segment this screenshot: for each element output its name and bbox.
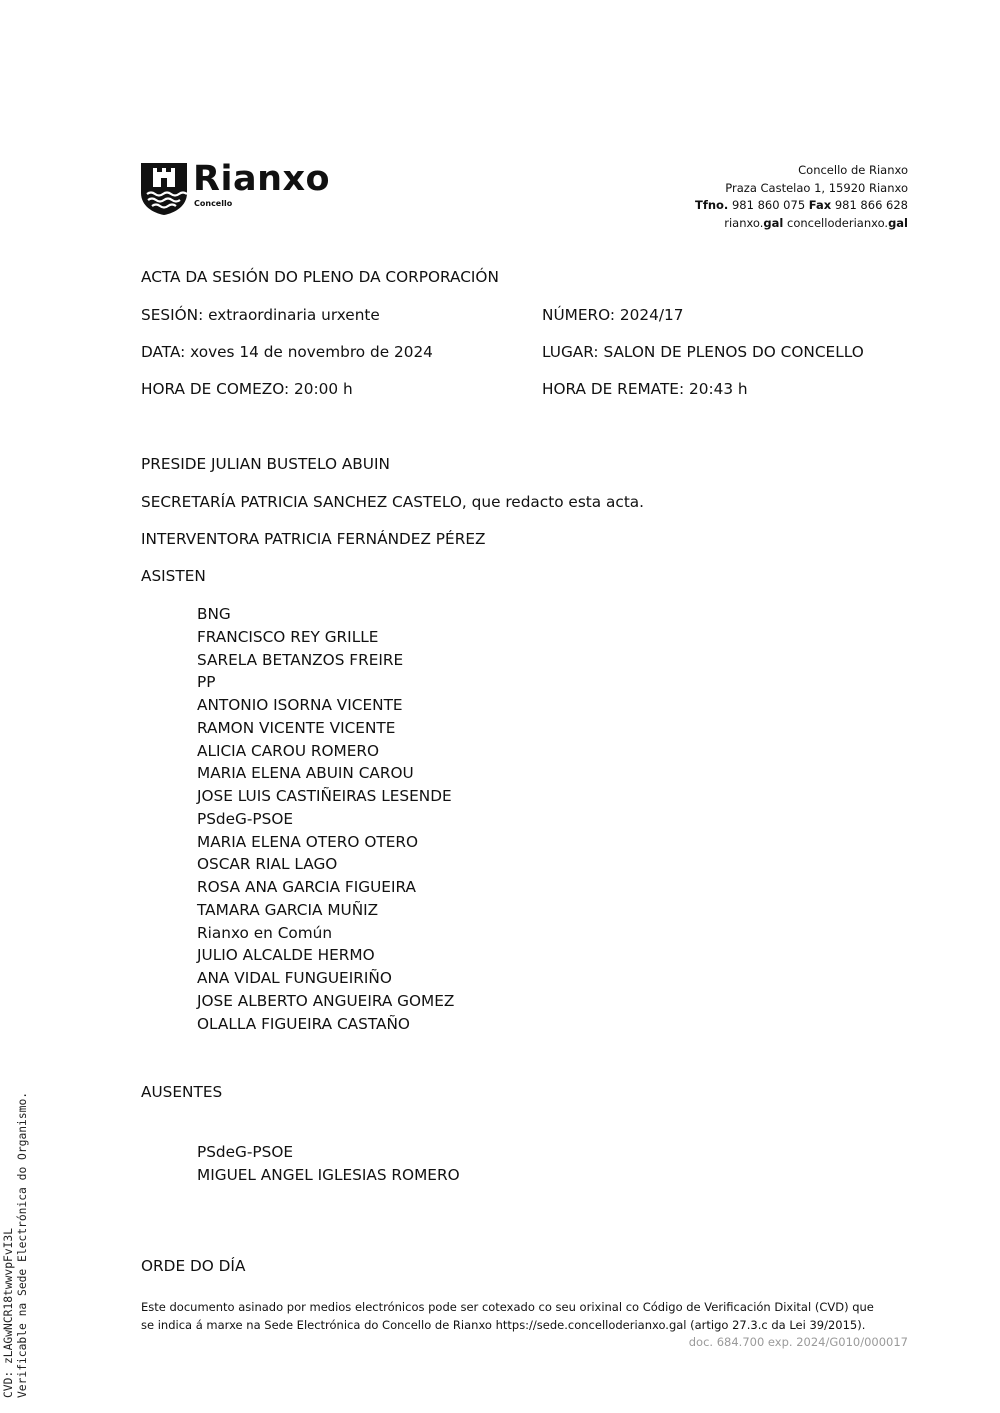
concello-logo [141,159,351,215]
list-item: TAMARA GARCIA MUÑIZ [197,900,379,919]
address-line-1: Concello de Rianxo [798,163,908,177]
list-item: MARIA ELENA ABUIN CAROU [197,764,414,783]
list-item: Rianxo en Común [197,923,333,942]
preside: PRESIDE JULIAN BUSTELO ABUIN [141,455,390,473]
address-line-2: Praza Castelao 1, 15920 Rianxo [725,180,908,195]
list-item: OSCAR RIAL LAGO [197,855,338,874]
list-item: MIGUEL ANGEL IGLESIAS ROMERO [197,1165,460,1184]
cvd-code: CVD: zLAGwNCR18twwvpFvI3L [2,1227,15,1398]
phone-number: 981 860 075 [731,198,806,212]
web-1-prefix[interactable]: rianxo. [724,215,764,230]
auditor: INTERVENTORA PATRICIA FERNÁNDEZ PÉREZ [141,530,486,548]
side-cvd-stamp [2,1092,30,1398]
list-item: JOSE ALBERTO ANGUEIRA GOMEZ [197,991,455,1010]
attendees-list [197,603,454,1035]
agenda-heading: ORDE DO DÍA [141,1257,246,1275]
list-item: ROSA ANA GARCIA FIGUEIRA [197,878,416,896]
list-item: SARELA BETANZOS FREIRE [197,650,404,669]
fax-label: Fax [808,198,832,212]
act-title: ACTA DA SESIÓN DO PLENO DA CORPORACIÓN [141,268,499,286]
phone-label: Tfno. [695,198,729,212]
verification-note-line-2: se indica á marxe na Sede Electrónica do Concello de Rianxo https://sede.concelloderianxo.gal (artigo 27.3.c da Lei 39/2015). [141,1318,866,1332]
attendees-heading: ASISTEN [141,567,206,585]
list-item: RAMON VICENTE VICENTE [197,718,396,737]
web-2-prefix[interactable]: concelloderianxo. [787,215,889,230]
list-item: MARIA ELENA OTERO OTERO [197,832,419,851]
list-item: FRANCISCO REY GRILLE [197,627,379,646]
end-time: HORA DE REMATE: 20:43 h [542,380,748,398]
web-1-suffix[interactable]: gal [763,215,784,230]
logo-subtitle: Concello [194,199,233,208]
list-item: JOSE LUIS CASTIÑEIRAS LESENDE [197,787,452,805]
list-item: ANTONIO ISORNA VICENTE [197,696,403,714]
list-item: BNG [197,605,231,623]
document-reference: doc. 684.700 exp. 2024/G010/000017 [688,1335,908,1349]
rianxo-shield-icon [141,163,187,215]
verification-note [141,1298,911,1334]
verification-note-line-1: Este documento asinado por medios electrónicos pode ser cotexado co seu orixinal co Código de Verificación Dixital (CVD) que [141,1300,874,1314]
list-item: ALICIA CAROU ROMERO [197,741,380,760]
start-time: HORA DE COMEZO: 20:00 h [141,380,353,398]
session-place: LUGAR: SALON DE PLENOS DO CONCELLO [542,343,864,361]
session-date: DATA: xoves 14 de novembro de 2024 [141,343,433,361]
absent-heading: AUSENTES [141,1083,223,1101]
absent-list [197,1141,460,1187]
secretary: SECRETARÍA PATRICIA SANCHEZ CASTELO, que redacto esta acta. [141,493,645,511]
list-item: PSdeG-PSOE [197,1143,294,1161]
address-phone-line [695,197,908,215]
fax-number: 981 866 628 [834,198,908,212]
concello-address-block [695,162,908,232]
web-2-suffix[interactable]: gal [888,215,908,230]
logo-wordmark: Rianxo [193,159,331,199]
list-item: PP [197,673,216,692]
list-item: ANA VIDAL FUNGUEIRIÑO [197,969,392,987]
session-number: NÚMERO: 2024/17 [542,306,684,324]
address-web-line [695,215,908,233]
list-item: JULIO ALCALDE HERMO [197,946,375,965]
session-type: SESIÓN: extraordinaria urxente [141,306,380,324]
cvd-verify-note: Verificable na Sede Electrónica do Organismo. [16,1091,29,1398]
list-item: PSdeG-PSOE [197,809,294,828]
list-item: OLALLA FIGUEIRA CASTAÑO [197,1014,410,1033]
